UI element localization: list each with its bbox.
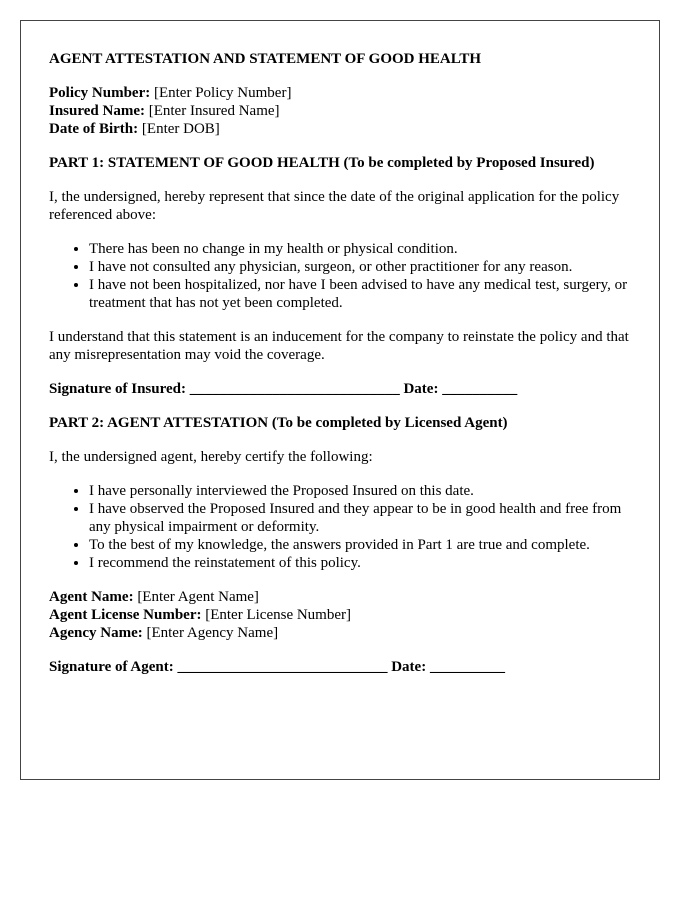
insured-name-field	[49, 102, 631, 120]
agent-fields	[49, 588, 631, 642]
agent-license-field	[49, 606, 631, 624]
attestation-document	[20, 20, 660, 780]
document-title: AGENT ATTESTATION AND STATEMENT OF GOOD HEALTH	[49, 51, 482, 67]
policy-number-label: Policy Number:	[49, 85, 151, 101]
agent-license-value: [Enter License Number]	[205, 607, 352, 623]
list-item: • There has been no change in my health or physical condition.	[89, 240, 631, 258]
insured-signature-line: Signature of Insured: ____________________________ Date: __________	[49, 381, 518, 397]
list-item: • I recommend the reinstatement of this policy.	[89, 554, 631, 572]
agent-name-label: Agent Name:	[49, 589, 134, 605]
agent-name-field	[49, 588, 631, 606]
part1-closing: I understand that this statement is an inducement for the company to reinstate the policy and that any misrepresentation may void the coverage.	[49, 329, 629, 363]
part1-intro: I, the undersigned, hereby represent that since the date of the original application for the policy referenced above:	[49, 189, 620, 223]
policy-number-value: [Enter Policy Number]	[153, 85, 292, 101]
list-item: • To the best of my knowledge, the answers provided in Part 1 are true and complete.	[89, 536, 631, 554]
agency-name-label: Agency Name:	[49, 625, 143, 641]
list-item: • I have not been hospitalized, nor have I been advised to have any medical test, surgery, or treatment that has not yet been completed.	[89, 276, 631, 312]
policy-fields	[49, 84, 631, 138]
part2-list	[49, 482, 631, 572]
agent-signature-line: Signature of Agent: ____________________________ Date: __________	[49, 659, 505, 675]
part2-intro: I, the undersigned agent, hereby certify the following:	[49, 449, 373, 465]
insured-name-value: [Enter Insured Name]	[148, 103, 280, 119]
part2-heading: PART 2: AGENT ATTESTATION (To be completed by Licensed Agent)	[49, 415, 508, 431]
policy-number-field	[49, 84, 631, 102]
agent-license-label: Agent License Number:	[49, 607, 202, 623]
agency-name-value: [Enter Agency Name]	[146, 625, 279, 641]
agency-name-field	[49, 624, 631, 642]
date-of-birth-value: [Enter DOB]	[141, 121, 220, 137]
date-of-birth-label: Date of Birth:	[49, 121, 139, 137]
part1-list	[49, 240, 631, 312]
date-of-birth-field	[49, 120, 631, 138]
list-item: • I have observed the Proposed Insured and they appear to be in good health and free from any physical impairment or deformity.	[89, 500, 631, 536]
list-item: • I have personally interviewed the Proposed Insured on this date.	[89, 482, 631, 500]
insured-name-label: Insured Name:	[49, 103, 145, 119]
list-item: • I have not consulted any physician, surgeon, or other practitioner for any reason.	[89, 258, 631, 276]
agent-name-value: [Enter Agent Name]	[137, 589, 259, 605]
part1-heading: PART 1: STATEMENT OF GOOD HEALTH (To be completed by Proposed Insured)	[49, 155, 595, 171]
